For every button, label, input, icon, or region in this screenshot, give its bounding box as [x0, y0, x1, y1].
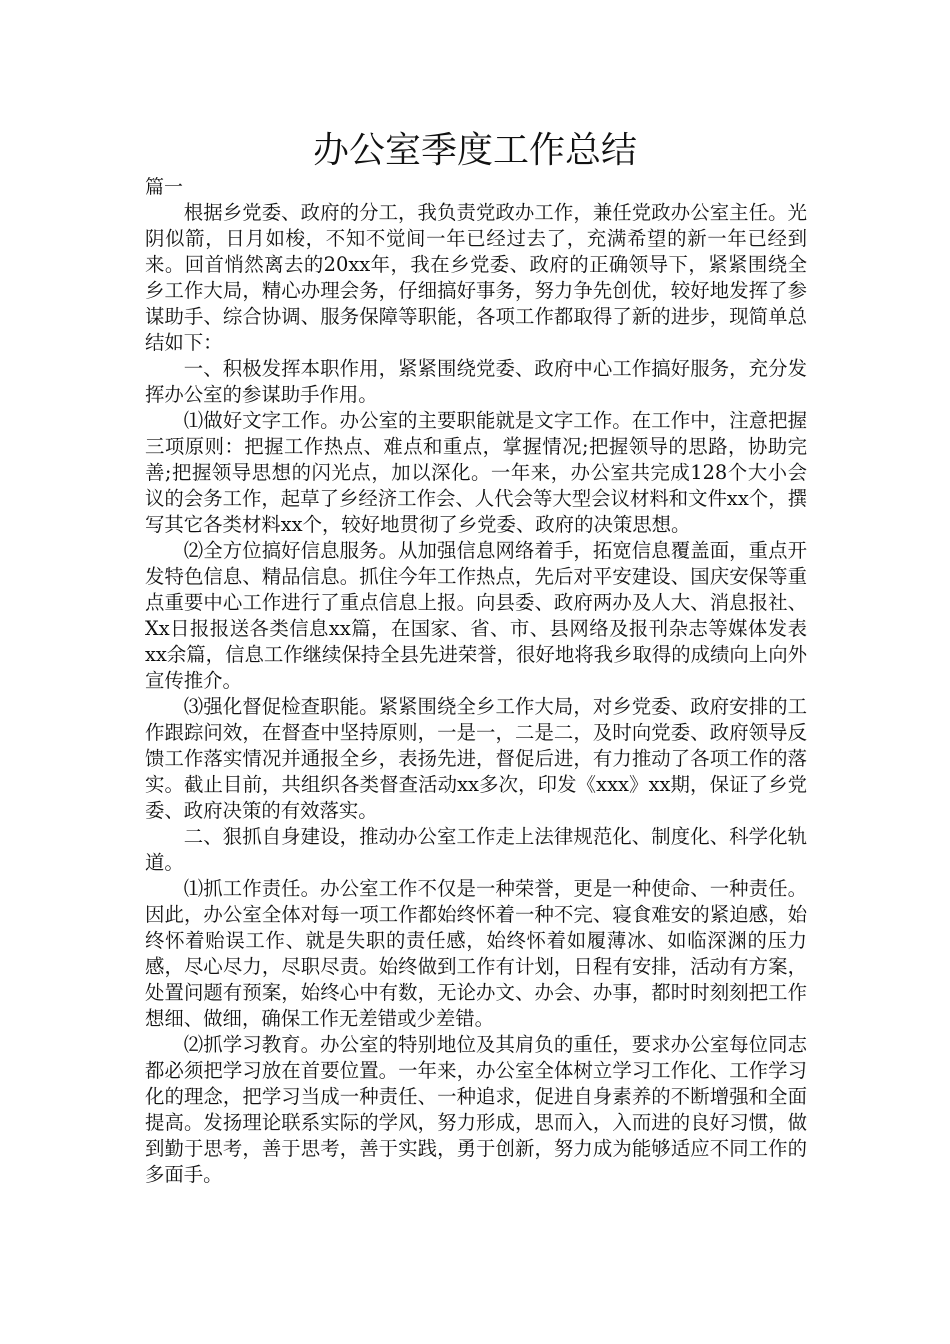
paragraph-writing-work: ⑴做好文字工作。办公室的主要职能就是文字工作。在工作中，注意把握三项原则：把握工作热点、难点和重点，掌握情况;把握领导的思路，协助完善;把握领导思想的闪光点，加以深化。一年来，办公室共完成128个大小会议的会务工作，起草了乡经济工作会、人代会等大型会议材料和文件xx个，撰写其它各类材料xx个，较好地贯彻了乡党委、政府的决策思想。 [145, 409, 807, 536]
document-title: 办公室季度工作总结 [312, 130, 637, 171]
paragraph-supervision: ⑶强化督促检查职能。紧紧围绕全乡工作大局，对乡党委、政府安排的工作跟踪问效，在督查中坚持原则，一是一，二是二，及时向党委、政府领导反馈工作落实情况并通报全乡，表扬先进，督促后进，有力推动了各项工作的落实。截止目前，共组织各类督查活动xx多次，印发《xxx》xx期，保证了乡党委、政府决策的有效落实。 [145, 695, 807, 822]
paragraph-responsibility: ⑴抓工作责任。办公室工作不仅是一种荣誉，更是一种使命、一种责任。因此，办公室全体对每一项工作都始终怀着一种不完、寝食难安的紧迫感，始终怀着贻误工作、就是失职的责任感，始终怀着如履薄冰、如临深渊的压力感，尽心尽力，尽职尽责。始终做到工作有计划，日程有安排，活动有方案，处置问题有预案，始终心中有数，无论办文、办会、办事，都时时刻刻把工作想细、做细，确保工作无差错或少差错。 [145, 877, 807, 1030]
paragraph-learning: ⑵抓学习教育。办公室的特别地位及其肩负的重任，要求办公室每位同志都必须把学习放在首要位置。一年来，办公室全体树立学习工作化、工作学习化的理念，把学习当成一种责任、一种追求，促进自身素养的不断增强和全面提高。发扬理论联系实际的学风，努力形成，思而入，入而进的良好习惯，做到勤于思考，善于思考，善于实践，勇于创新，努力成为能够适应不同工作的多面手。 [145, 1033, 807, 1186]
paragraph-information-service: ⑵全方位搞好信息服务。从加强信息网络着手，拓宽信息覆盖面，重点开发特色信息、精品信息。抓住今年工作热点，先后对平安建设、国庆安保等重点重要中心工作进行了重点信息上报。向县委、政府两办及人大、消息报社、Xx日报报送各类信息xx篇，在国家、省、市、县网络及报刊杂志等媒体发表xx余篇，信息工作继续保持全县先进荣誉，很好地将我乡取得的成绩向上向外宣传推介。 [145, 539, 807, 692]
section-label: 篇一 [145, 176, 184, 198]
document-body [145, 200, 807, 1188]
paragraph-intro: 根据乡党委、政府的分工，我负责党政办工作，兼任党政办公室主任。光阴似箭，日月如梭，不知不觉间一年已经过去了，充满希望的新一年已经到来。回首悄然离去的20xx年，我在乡党委、政府的正确领导下，紧紧围绕全乡工作大局，精心办理会务，仔细搞好事务，努力争先创优，较好地发挥了参谋助手、综合协调、服务保障等职能，各项工作都取得了新的进步，现简单总结如下： [145, 201, 807, 354]
heading-part-two: 二、狠抓自身建设，推动办公室工作走上法律规范化、制度化、科学化轨道。 [145, 825, 807, 874]
heading-part-one: 一、积极发挥本职作用，紧紧围绕党委、政府中心工作搞好服务，充分发挥办公室的参谋助手作用。 [145, 357, 807, 406]
